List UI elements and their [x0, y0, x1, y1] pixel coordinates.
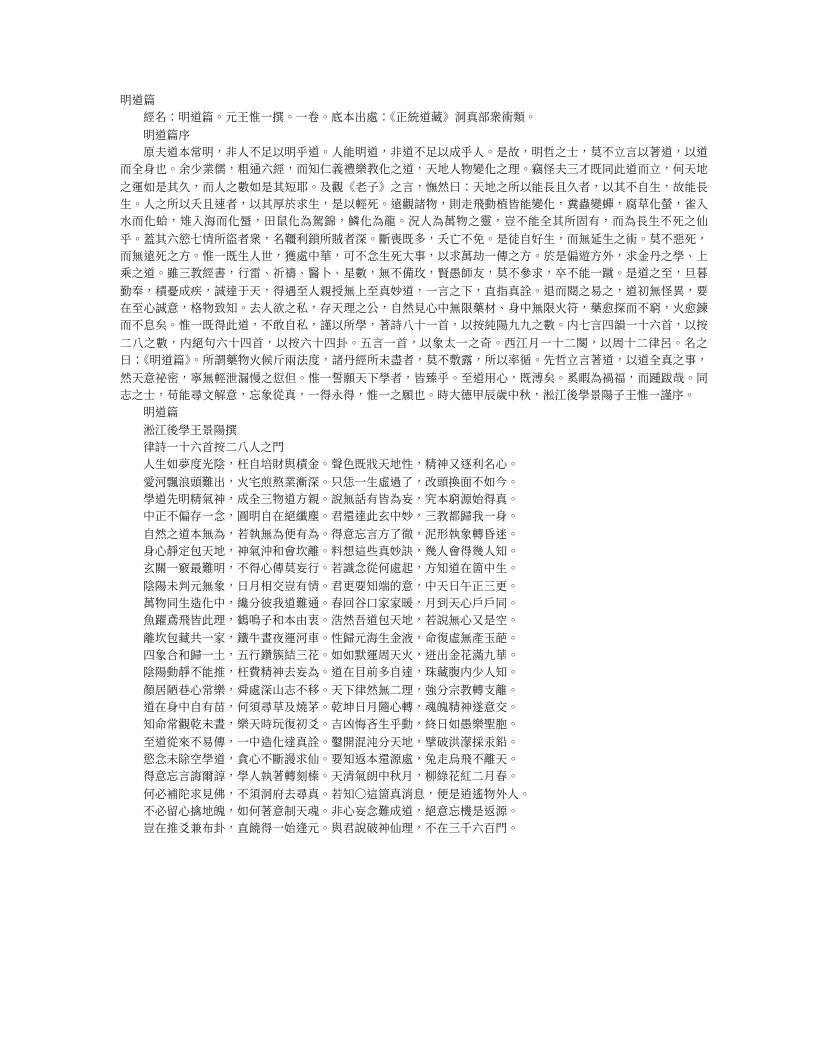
verse-line: 慾念未除空學道，貪心不斷謾求仙。要知返本還源處，兔走烏飛不離天。 — [143, 752, 519, 767]
verse-line: 陰陽未判元無象，日月相交豈有情。君更要知端的意，中天日午正三更。 — [143, 578, 519, 593]
verse-line: 中正不偏存一念，圓明自在絕纖塵。君還達此玄中妙，三教都歸我一身。 — [143, 509, 519, 524]
section-heading: 明道篇 — [143, 405, 179, 420]
verse-line: 至道從來不易傳，一中造化達真詮。鑿開混沌分天地，擘破洪濛採汞鉛。 — [143, 734, 519, 749]
author-line: 淞江後學王景陽撰 — [143, 422, 238, 437]
verse-line: 離坎包藏共一家，鐵牛晝夜運河車。性歸元海生金液，命復虛無產玉葩。 — [143, 630, 519, 645]
verse-line: 不必留心擒地魄，如何著意制天魂。非心妄念難成道，絕意忘機是返源。 — [143, 804, 519, 819]
verse-line: 得意忘言誨爾諄，學人執著轉刻榛。天清氣朗中秋月，柳綠花紅二月春。 — [143, 769, 519, 784]
preface-heading: 明道篇序 — [143, 127, 191, 142]
verse-line: 魚躍鳶飛皆此理，鶴鳴子和本由衷。浩然吾道包天地，若說無心又是空。 — [143, 613, 519, 628]
verse-line: 知命常觀乾未晝，樂天時玩復初爻。吉凶悔吝生乎動，終日如愚樂聖胞。 — [143, 717, 519, 732]
preface-paragraph: 原夫道本常明，非人不足以明乎道。人能明道，非道不足以成乎人。是故，明哲之士，莫不立言以著道，以道而全身也。余少業儒，粗通六經，而知仁義禮樂教化之道，天地人物變化之理。竊怪夫三才既同此道而立，何天地之運如是其久，而人之數如是其短耶。及觀《老子》之言，憮然曰：天地之所以能長且久者，以其不自生，故能長生。人之所以夭且速者，以其厚於求生，是以輕死。遠觀諸物，則走飛動植皆能變化，糞蟲變蟬，腐草化螢，雀入水而化蛤，雉入海而化蜃，田鼠化為駕錦，鱗化為龍。況人為萬物之靈，豈不能全其所固有，而為長生不死之仙乎。蓋其六慾七情所盜者衆，名韁利鎖所賊者深。斷喪既多，夭亡不免。是徒自好生，而無延生之術。莫不惡死，而無遠死之方。惟一既生人世，獲處中華，可不念生死大事，以求萬劫一傳之方。於是偏遊方外，求金丹之學、上乘之道。雖三教經書，行雷、祈禱、醫卜、星數，無不備玫，賢愚師友，莫不參求，卒不能一蹴。是道之至，旦暮勤奉，積憂成疾，誠達于天，得遇至人親授無上至真妙道，一言之下，直指真詮。退而閱之易之，道初無怪異，要在至心誠意，格物致知。去人欲之私，存天理之公，自然見心中無限藥材、身中無限火符，藥愈探而不窮，火愈鍊而不息矣。惟一既得此道，不敢自私，謹以所學，著詩八十一首，以按純陽九九之數。内七言四韻一十六首，以按二八之數，内絕句六十四首，以按六十四卦。五言一首，以象太一之奇。西江月一十二闋，以周十二律呂。名之曰：《明道篇》。所謂藥物火候斤兩法度，諸丹經所未盡者，莫不敷露，所以率循。先哲立言著道，以道全真之事，然天意祕密，寧無輕泄漏慢之愆但。惟一誓願天下學者，皆臻乎。至道用心，既溥矣。奚暇為禍福，而踵跋哉。同志之士，苟能尋文解意，忘象從真，一得永得，惟一之願也。時大德甲辰歲中秋，淞江後學景陽子王惟一謹序。 — [120, 145, 708, 402]
verse-line: 顏居陋巷心常樂，舜處深山志不移。天下律然無二理，強分宗教轉支離。 — [143, 682, 519, 697]
colophon-line: 經名：明道篇。元王惟一撰。一卷。底本出處：《正統道藏》洞真部衆術類。 — [143, 110, 537, 125]
verse-line: 道在身中自有苗，何須尋草及燒茅。乾坤日月隨心轉，魂魄精神遂意交。 — [143, 700, 519, 715]
verse-line: 學道先明精氣神，成全三物道方親。說無話有皆為妄，究本窮源始得真。 — [143, 491, 519, 506]
verse-list — [120, 456, 708, 838]
verse-line: 玄關一竅最難明，不得心傳莫妄行。若識念從何處起，方知道在箇中生。 — [143, 561, 519, 576]
verse-series-heading: 律詩一十六首按二八人之門 — [143, 439, 285, 454]
verse-line: 陰陽動靜不能推，枉費精神去妄為。道在目前多自達，珠藏腹内少人知。 — [143, 665, 519, 680]
verse-line: 身心靜定包天地，神氣沖和會坎離。料想這些真妙訣，幾人會得幾人知。 — [143, 543, 519, 558]
document-body — [120, 92, 708, 838]
verse-line: 四象合和歸一土，五行鑽簇結三花。如如默運周天火，迸出金花滿九華。 — [143, 648, 519, 662]
verse-line: 何必補陀求見佛，不須洞府去尋真。若知〇這箇真消息，便是逍遙物外人。 — [143, 786, 531, 801]
verse-line: 愛河飄浪頭難出，火宅煎熬業漸深。只恁一生虛過了，改頭換面不如今。 — [143, 474, 519, 489]
verse-line: 人生如夢度光陰，枉自培財與積金。聲色既戕天地性，精神又逐利名心。 — [143, 457, 519, 472]
verse-line: 自然之道本無為，若執無為便有為。得意忘言方了徹，泥形執象轉昏迷。 — [143, 526, 519, 541]
document-title: 明道篇 — [120, 93, 156, 107]
verse-line: 萬物同生造化中，纔分彼我道難通。春回谷口家家暖，月到天心戶戶同。 — [143, 595, 519, 610]
verse-line: 豈在推爻兼布卦，直饒得一始逢元。與君說破神仙理，不在三千六百門。 — [143, 821, 519, 836]
